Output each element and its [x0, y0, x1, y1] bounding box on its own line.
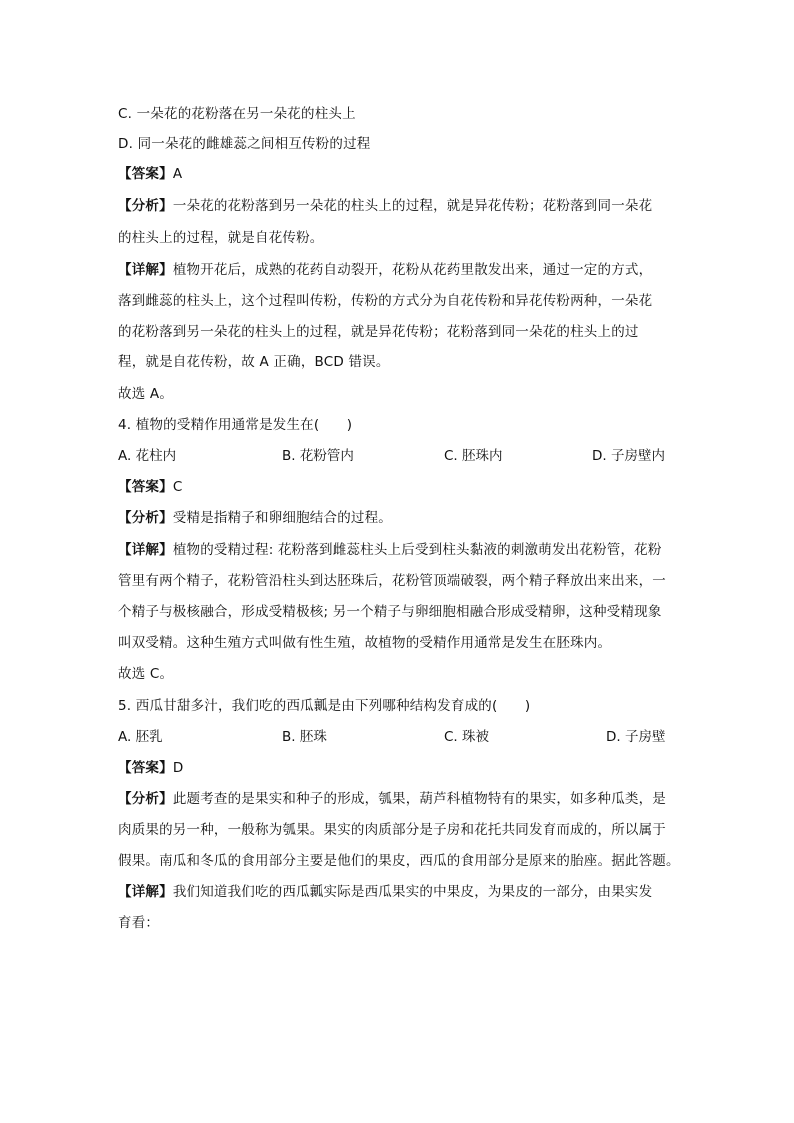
q4-detail-line-3: 个精子与极核融合，形成受精极核; 另一个精子与卵细胞相融合形成受精卵，这种受精现象 [118, 604, 662, 620]
detail-tag: 【详解】 [118, 262, 173, 278]
analysis-tag: 【分析】 [118, 510, 173, 526]
q4-stem: 4. 植物的受精作用通常是发生在( ) [118, 417, 353, 433]
detail-text: 植物开花后，成熟的花药自动裂开，花粉从花药里散发出来，通过一定的方式， [172, 262, 653, 278]
q4-answer-line [118, 477, 182, 497]
q4-option-c: C. 胚珠内 [444, 448, 503, 464]
q3-detail-line-3: 的花粉落到另一朵花的柱头上的过程，就是异花传粉；花粉落到同一朵花的柱头上的过 [118, 324, 639, 340]
q5-analysis-line-1 [118, 789, 666, 809]
answer-value: A [172, 166, 183, 182]
q3-option-c: C. 一朵花的花粉落在另一朵花的柱头上 [118, 106, 356, 122]
q3-detail-line-4: 程，就是自花传粉，故 A 正确，BCD 错误。 [118, 354, 390, 370]
detail-tag: 【详解】 [118, 542, 173, 558]
q5-option-c: C. 珠被 [444, 729, 490, 745]
detail-tag: 【详解】 [118, 884, 173, 900]
q5-detail-line-2: 育看： [118, 915, 160, 931]
detail-text: 我们知道我们吃的西瓜瓤实际是西瓜果实的中果皮，为果皮的一部分，由果实发 [172, 884, 653, 900]
answer-tag: 【答案】 [118, 479, 173, 495]
q5-option-a: A. 胚乳 [118, 729, 163, 745]
answer-value: D [172, 760, 184, 776]
q3-answer-line [118, 164, 182, 184]
q3-option-d: D. 同一朵花的雌雄蕊之间相互传粉的过程 [118, 136, 371, 152]
q4-detail-line-2: 管里有两个精子，花粉管沿柱头到达胚珠后，花粉管顶端破裂，两个精子释放出来出来，一 [118, 573, 666, 589]
q5-analysis-line-3: 假果。南瓜和冬瓜的食用部分主要是他们的果皮，西瓜的食用部分是原来的胎座。据此答题。 [118, 853, 680, 869]
q5-stem: 5. 西瓜甘甜多汁，我们吃的西瓜瓤是由下列哪种结构发育成的( ) [118, 698, 531, 714]
q3-detail-line-1 [118, 260, 652, 280]
q4-detail-line-4: 叫双受精。这种生殖方式叫做有性生殖，故植物的受精作用通常是发生在胚珠内。 [118, 635, 612, 651]
analysis-text: 此题考查的是果实和种子的形成，瓠果，葫芦科植物特有的果实，如多种瓜类，是 [172, 791, 667, 807]
analysis-text: 一朵花的花粉落到另一朵花的柱头上的过程，就是异花传粉；花粉落到同一朵花 [172, 198, 653, 214]
detail-text: 植物的受精过程: 花粉落到雌蕊柱头上后受到柱头黏液的刺激萌发出花粉管，花粉 [172, 542, 662, 558]
answer-value: C [172, 479, 183, 495]
q4-detail-line-1 [118, 540, 662, 560]
q4-conclusion: 故选 C。 [118, 666, 174, 682]
q4-option-d: D. 子房壁内 [592, 448, 665, 464]
analysis-tag: 【分析】 [118, 198, 173, 214]
q3-conclusion: 故选 A。 [118, 386, 174, 402]
q3-detail-line-2: 落到雌蕊的柱头上，这个过程叫传粉，传粉的方式分为自花传粉和异花传粉两种，一朵花 [118, 293, 653, 309]
q4-option-a: A. 花柱内 [118, 448, 177, 464]
answer-tag: 【答案】 [118, 166, 173, 182]
analysis-text: 受精是指精子和卵细胞结合的过程。 [172, 510, 393, 526]
q5-option-b: B. 胚珠 [282, 729, 327, 745]
q5-detail-line-1 [118, 882, 652, 902]
q4-analysis-line-1 [118, 508, 392, 528]
analysis-tag: 【分析】 [118, 791, 173, 807]
q4-option-b: B. 花粉管内 [282, 448, 354, 464]
q3-analysis-line-2: 的柱头上的过程，就是自花传粉。 [118, 230, 324, 246]
q3-analysis-line-1 [118, 196, 652, 216]
q5-option-d: D. 子房壁 [606, 729, 666, 745]
answer-tag: 【答案】 [118, 760, 173, 776]
q5-answer-line [118, 758, 183, 778]
q5-analysis-line-2: 肉质果的另一种，一般称为瓠果。果实的肉质部分是子房和花托共同发育而成的，所以属于 [118, 822, 666, 838]
